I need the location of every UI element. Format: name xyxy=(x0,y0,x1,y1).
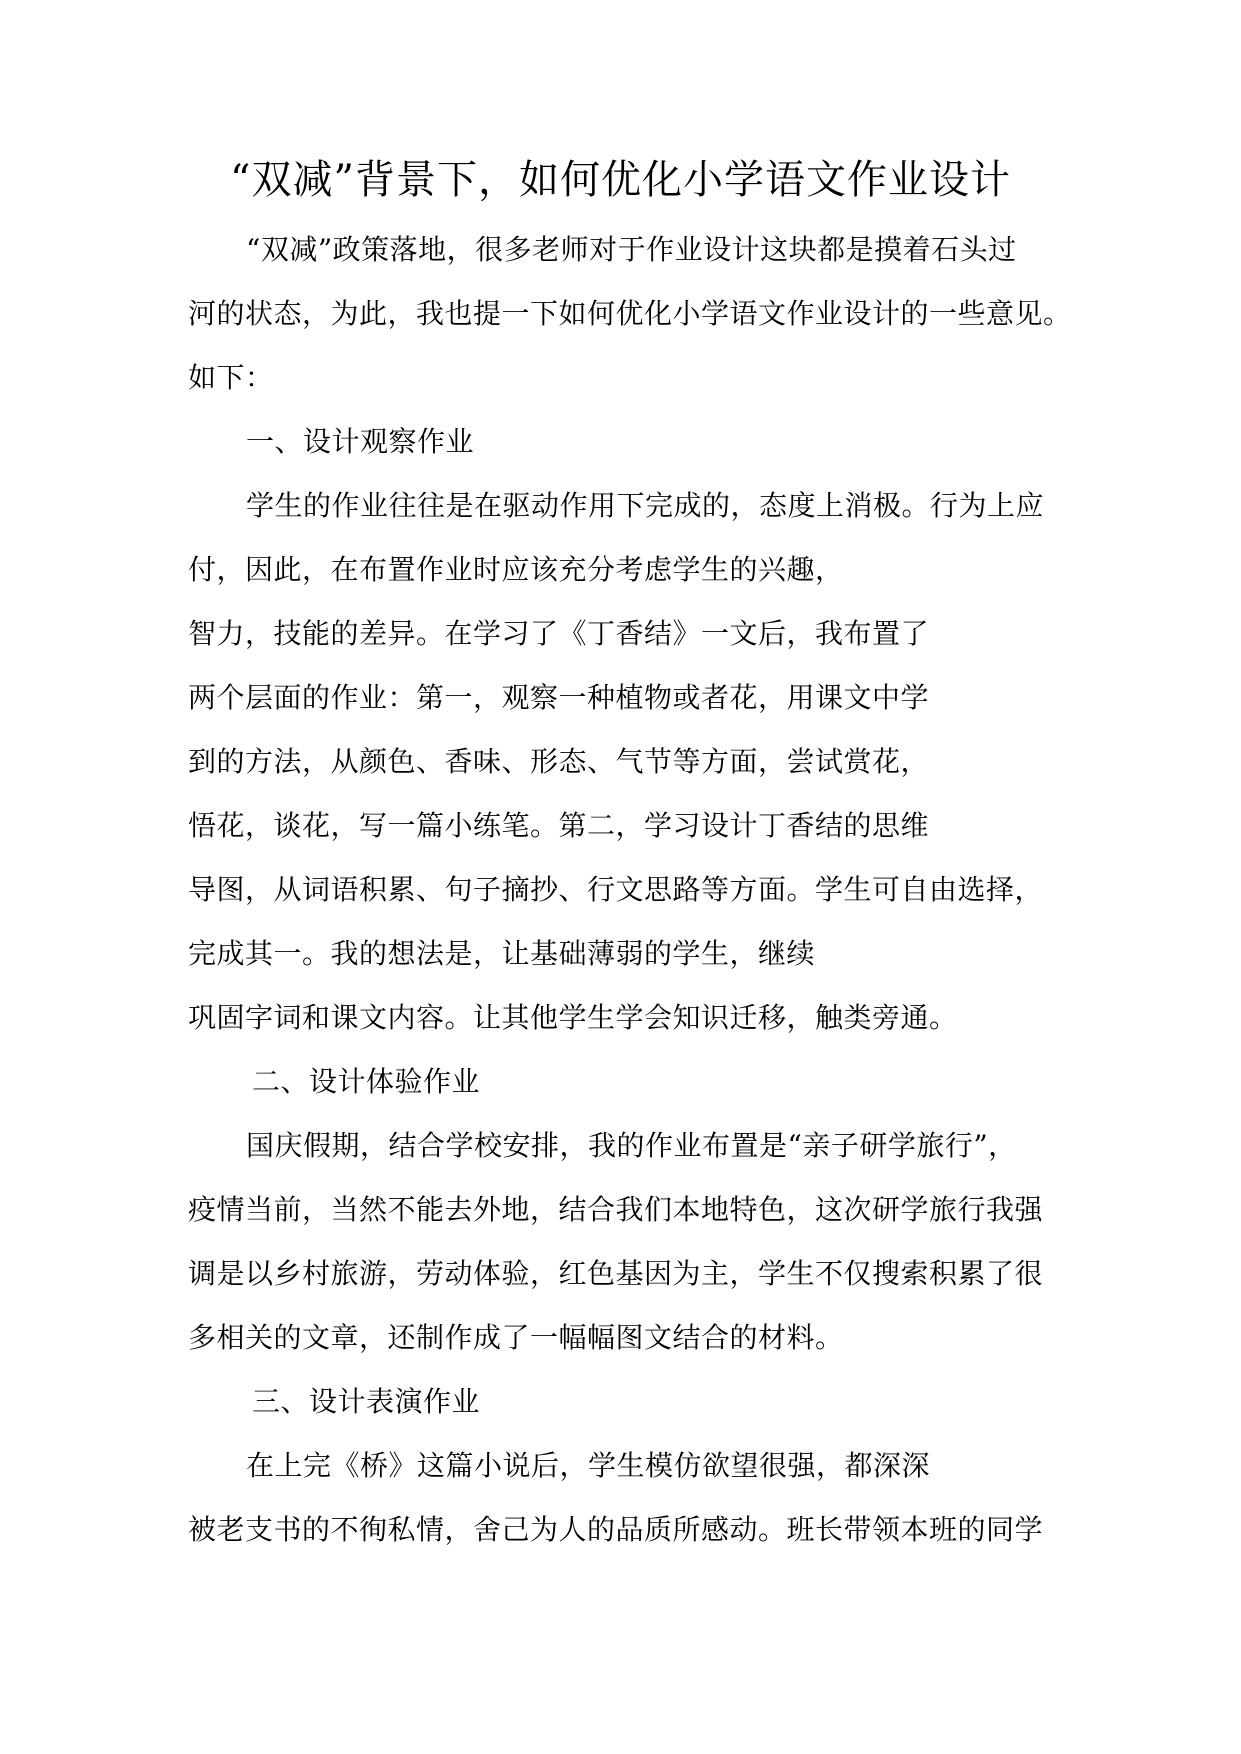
paragraph-line: 国庆假期，结合学校安排，我的作业布置是“亲子研学旅行”， xyxy=(246,1129,1017,1162)
paragraph-line: “双减”政策落地，很多老师对于作业设计这块都是摸着石头过 xyxy=(246,233,1017,266)
paragraph-line: 付，因此，在布置作业时应该充分考虑学生的兴趣， xyxy=(188,553,844,586)
section-heading: 三、设计表演作业 xyxy=(252,1385,481,1418)
paragraph-line: 完成其一。我的想法是，让基础薄弱的学生，继续 xyxy=(188,937,816,970)
paragraph-line: 调是以乡村旅游，劳动体验，红色基因为主，学生不仅搜索积累了很 xyxy=(188,1257,1044,1290)
paragraph-line: 疫情当前，当然不能去外地，结合我们本地特色，这次研学旅行我强 xyxy=(188,1193,1044,1226)
paragraph-line: 学生的作业往往是在驱动作用下完成的，态度上消极。行为上应 xyxy=(246,489,1045,522)
paragraph-line: 巩固字词和课文内容。让其他学生学会知识迁移，触类旁通。 xyxy=(188,1001,958,1034)
paragraph-line: 导图，从词语积累、句子摘抄、行文思路等方面。学生可自由选择， xyxy=(188,873,1044,906)
section-heading: 一、设计观察作业 xyxy=(246,425,475,458)
document-title: “双减”背景下，如何优化小学语文作业设计 xyxy=(230,157,1011,203)
paragraph-line: 在上完《桥》这篇小说后，学生模仿欲望很强，都深深 xyxy=(246,1449,931,1482)
paragraph-line: 智力，技能的差异。在学习了《丁香结》一文后，我布置了 xyxy=(188,617,930,650)
paragraph-line: 悟花，谈花，写一篇小练笔。第二，学习设计丁香结的思维 xyxy=(188,809,930,842)
paragraph-line: 多相关的文章，还制作成了一幅幅图文结合的材料。 xyxy=(188,1321,844,1354)
paragraph-line: 被老支书的不徇私情，舍己为人的品质所感动。班长带领本班的同学 xyxy=(188,1513,1044,1546)
paragraph-line: 如下： xyxy=(188,361,274,394)
paragraph-line: 两个层面的作业：第一，观察一种植物或者花，用课文中学 xyxy=(188,681,930,714)
paragraph-line: 河的状态，为此，我也提一下如何优化小学语文作业设计的一些意见。 xyxy=(188,297,1072,330)
section-heading: 二、设计体验作业 xyxy=(252,1065,481,1098)
paragraph-line: 到的方法，从颜色、香味、形态、气节等方面，尝试赏花， xyxy=(188,745,930,778)
